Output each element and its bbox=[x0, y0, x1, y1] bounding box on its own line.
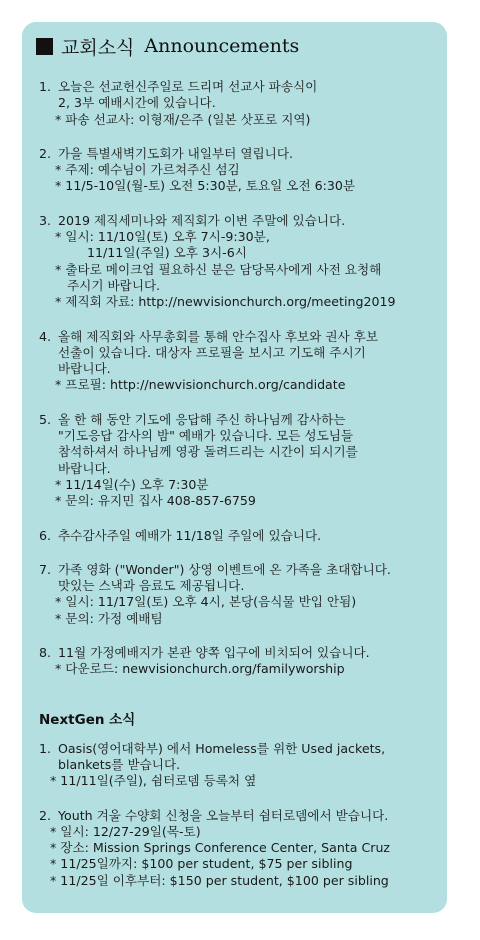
announcements-card bbox=[22, 22, 447, 913]
announcement-list bbox=[36, 79, 437, 678]
nextgen-heading: NextGen 소식 bbox=[39, 711, 136, 728]
item-text: Oasis(영어대학부) 에서 Homeless를 위한 Used jackets, bbox=[58, 740, 386, 756]
item-number: 2. bbox=[39, 807, 52, 823]
item-text: blankets를 받습니다. bbox=[58, 756, 181, 772]
item-text: 가족 영화 ("Wonder") 상영 이벤트에 온 가족을 초대합니다. bbox=[58, 561, 391, 577]
item-detail: * 문의: 유지민 집사 408-857-6759 bbox=[55, 493, 256, 509]
item-detail: * 다운로드: newvisionchurch.org/familyworship bbox=[55, 661, 345, 677]
list-item bbox=[36, 808, 437, 889]
item-number: 4. bbox=[39, 328, 52, 344]
item-detail: * 11/25일까지: $100 per student, $75 per sibling bbox=[50, 856, 353, 872]
announcements-title bbox=[36, 35, 437, 59]
item-detail: * 11/5-10일(월-토) 오전 5:30분, 토요일 오전 6:30분 bbox=[55, 178, 356, 194]
item-text: 맛있는 스낵과 음료도 제공됩니다. bbox=[58, 578, 245, 594]
item-text: 올해 제직회와 사무총회를 통해 안수집사 후보와 권사 후보 bbox=[58, 328, 378, 344]
item-text: 2019 제직세미나와 제직회가 이번 주말에 있습니다. bbox=[58, 212, 346, 228]
item-text: 오늘은 선교헌신주일로 드리며 선교사 파송식이 bbox=[58, 79, 318, 94]
item-detail: * 주제: 예수님이 가르쳐주신 섬김 bbox=[55, 162, 240, 178]
item-number: 2. bbox=[39, 145, 52, 161]
item-text: 바랍니다. bbox=[58, 361, 111, 377]
item-detail: * 제직회 자료: http://newvisionchurch.org/meeting2019 bbox=[55, 294, 396, 310]
list-item bbox=[36, 79, 437, 128]
title-english: Announcements bbox=[144, 35, 300, 57]
item-detail: * 출타로 메이크업 필요하신 분은 담당목사에게 사전 요청해 bbox=[55, 261, 382, 277]
list-item bbox=[36, 412, 437, 510]
item-detail: * 11/14일(수) 오후 7:30분 bbox=[55, 476, 209, 492]
item-detail: * 프로필: http://newvisionchurch.org/candidate bbox=[55, 377, 346, 393]
list-item bbox=[36, 741, 437, 790]
item-text: Youth 겨울 수양회 신청을 오늘부터 쉼터로뎀에서 받습니다. bbox=[58, 807, 389, 823]
item-text: 바랍니다. bbox=[58, 460, 111, 476]
item-detail: * 일시: 11/17일(토) 오후 4시, 본당(음식물 반입 안됨) bbox=[55, 594, 357, 610]
list-item bbox=[36, 562, 437, 627]
item-text: 11월 가정예배지가 본관 양쪽 입구에 비치되어 있습니다. bbox=[58, 645, 370, 661]
item-number: 7. bbox=[39, 561, 52, 577]
item-detail: 11/11일(주일) 오후 3시-6시 bbox=[55, 245, 247, 261]
list-item bbox=[36, 213, 437, 311]
item-detail: * 장소: Mission Springs Conference Center, Santa Cruz bbox=[50, 840, 391, 856]
item-text: 2, 3부 예배시간에 있습니다. bbox=[58, 95, 216, 111]
title-korean: 교회소식 bbox=[61, 36, 135, 59]
item-text: 추수감사주일 예배가 11/18일 주일에 있습니다. bbox=[58, 527, 322, 543]
list-item bbox=[36, 146, 437, 195]
item-number: 5. bbox=[39, 411, 52, 427]
item-text: 가을 특별새벽기도회가 내일부터 열립니다. bbox=[58, 145, 293, 161]
item-detail: * 일시: 11/10일(토) 오후 7시-9:30분, bbox=[55, 229, 270, 245]
item-number: 1. bbox=[39, 740, 52, 756]
black-square-icon bbox=[36, 38, 53, 55]
list-item bbox=[36, 528, 437, 544]
item-detail: * 11/25일 이후부터: $150 per student, $100 per sibling bbox=[50, 872, 389, 888]
item-text: 참석하셔서 하나님께 영광 돌려드리는 시간이 되시기를 bbox=[58, 444, 358, 460]
item-text: 선출이 있습니다. 대상자 프로필을 보시고 기도해 주시기 bbox=[58, 344, 366, 360]
list-item bbox=[36, 645, 437, 678]
item-text: 올 한 해 동안 기도에 응답해 주신 하나님께 감사하는 bbox=[58, 411, 346, 427]
item-number: 6. bbox=[39, 527, 52, 543]
item-detail: * 일시: 12/27-29일(목-토) bbox=[50, 823, 201, 839]
nextgen-list bbox=[36, 741, 437, 889]
item-detail: * 문의: 가정 예배팀 bbox=[55, 610, 163, 626]
item-number: 3. bbox=[39, 212, 52, 228]
item-number: 8. bbox=[39, 645, 52, 661]
item-detail: 주시기 바랍니다. bbox=[55, 277, 161, 293]
item-detail: * 11/11일(주일), 쉼터로뎀 등록처 옆 bbox=[50, 773, 257, 789]
item-detail: * 파송 선교사: 이형재/은주 (일본 삿포로 지역) bbox=[55, 111, 311, 127]
item-number: 1. bbox=[39, 79, 52, 94]
item-text: "기도응답 감사의 밤" 예배가 있습니다. 모든 성도님들 bbox=[58, 428, 354, 444]
list-item bbox=[36, 329, 437, 394]
